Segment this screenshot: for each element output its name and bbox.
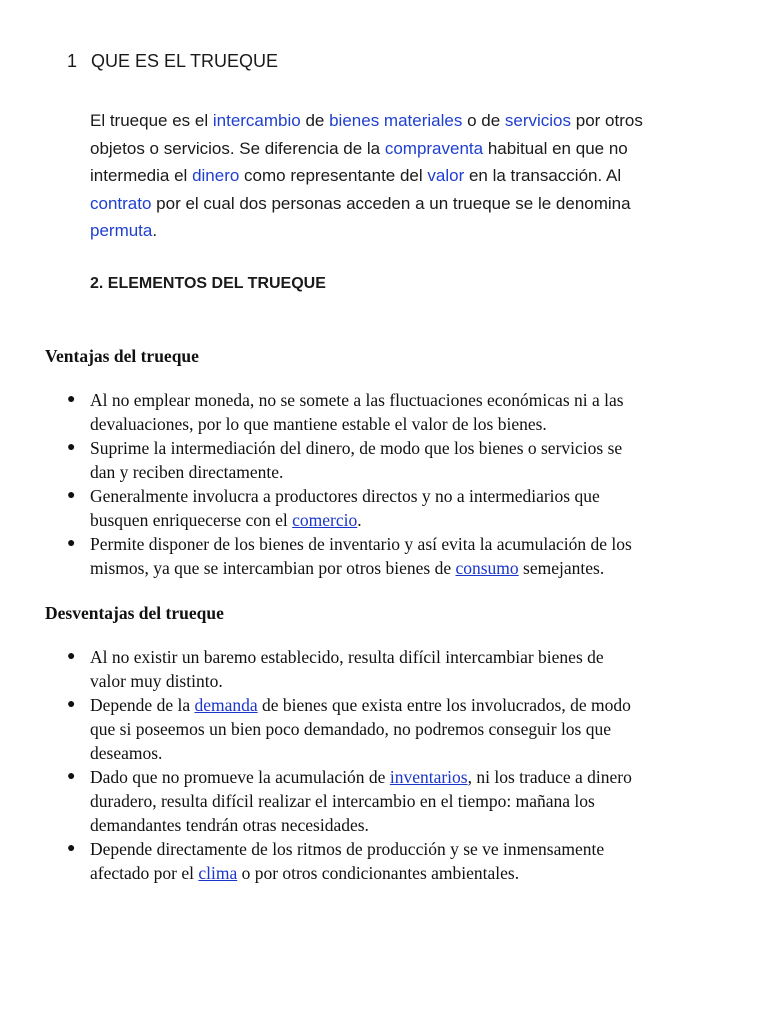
ventajas-heading: Ventajas del trueque [45, 346, 199, 366]
text: intermedia el [90, 166, 193, 185]
link-comercio[interactable]: comercio [292, 510, 358, 530]
desventajas-heading: Desventajas del trueque [45, 603, 224, 623]
list-item [45, 484, 735, 532]
item-text: que si poseemos un bien poco demandado, no podremos conseguir los que [90, 719, 612, 739]
section-number: 1 [67, 51, 78, 71]
text: de bienes que exista entre los involucrados, de modo [257, 695, 631, 715]
item-text: devaluaciones, por lo que mantiene estable el valor de los bienes. [90, 414, 547, 434]
intro-line [90, 135, 730, 163]
list-item [45, 532, 735, 580]
term-intercambio[interactable]: intercambio [212, 111, 301, 130]
text: en la transacción. Al [464, 166, 622, 185]
term-valor[interactable]: valor [427, 166, 465, 185]
text: objetos o servicios. Se diferencia de la [90, 138, 385, 158]
term-bienes-materiales[interactable]: bienes materiales [329, 111, 463, 130]
section-2-heading: 2. ELEMENTOS DEL TRUEQUE [90, 275, 326, 292]
text: afectado por el [90, 863, 199, 883]
item-line [90, 693, 735, 717]
bullet-icon: ● [67, 697, 76, 712]
item-text: deseamos. [90, 743, 163, 763]
item-line [90, 556, 735, 580]
item-text: valor muy distinto. [90, 671, 223, 691]
text: de [300, 111, 330, 130]
item-text: Suprime la intermediación del dinero, de modo que los bienes o servicios se [90, 438, 623, 458]
link-demanda[interactable]: demanda [194, 695, 258, 715]
text: o por otros condicionantes ambientales. [237, 863, 520, 883]
text: . [357, 510, 362, 530]
item-text: Permite disponer de los bienes de inventario y así evita la acumulación de los [90, 534, 632, 554]
link-consumo[interactable]: consumo [455, 558, 519, 578]
section-1-heading [67, 49, 278, 73]
term-compraventa[interactable]: compraventa [384, 138, 484, 158]
bullet-icon: ● [67, 649, 76, 664]
text: busquen enriquecerse con el [90, 510, 293, 530]
desventajas-list [45, 645, 735, 885]
bullet-icon: ● [67, 440, 76, 455]
link-clima[interactable]: clima [198, 863, 238, 883]
item-text: Depende directamente de los ritmos de producción y se ve inmensamente [90, 839, 605, 859]
section-title: QUE ES EL TRUEQUE [91, 51, 279, 71]
list-item [45, 388, 735, 436]
intro-line [90, 217, 730, 245]
text: Depende de la [90, 695, 195, 715]
list-item [45, 693, 735, 765]
term-servicios[interactable]: servicios [504, 111, 572, 130]
bullet-icon: ● [67, 488, 76, 503]
item-text: Al no emplear moneda, no se somete a las fluctuaciones económicas ni a las [90, 390, 624, 410]
list-item [45, 765, 735, 837]
ventajas-list [45, 388, 735, 580]
item-text: dan y reciben directamente. [90, 462, 284, 482]
item-text: Al no existir un baremo establecido, resulta difícil intercambiar bienes de [90, 647, 604, 667]
intro-line [90, 162, 730, 190]
text: por el cual dos personas acceden a un trueque se le denomina [151, 193, 631, 213]
text: o de [462, 111, 505, 130]
item-line [90, 508, 735, 532]
item-text: Generalmente involucra a productores directos y no a intermediarios que [90, 486, 600, 506]
item-line [90, 861, 735, 885]
term-permuta[interactable]: permuta [90, 221, 153, 240]
text: mismos, ya que se intercambian por otros bienes de [90, 558, 456, 578]
bullet-icon: ● [67, 841, 76, 856]
text: . [152, 221, 158, 240]
list-item [45, 837, 735, 885]
intro-line [90, 190, 730, 218]
intro-paragraph [90, 107, 730, 245]
text: por otros [571, 111, 643, 130]
text: semejantes. [518, 558, 605, 578]
term-dinero[interactable]: dinero [192, 166, 240, 185]
item-text: duradero, resulta difícil realizar el intercambio en el tiempo: mañana los [90, 791, 595, 811]
intro-line [90, 107, 730, 135]
item-line [90, 765, 735, 789]
text: habitual en que no [483, 138, 628, 158]
list-item [45, 645, 735, 693]
text: Dado que no promueve la acumulación de [90, 767, 390, 787]
link-inventarios[interactable]: inventarios [389, 767, 468, 787]
bullet-icon: ● [67, 536, 76, 551]
term-contrato[interactable]: contrato [90, 193, 152, 213]
text: , ni los traduce a dinero [467, 767, 632, 787]
text: como representante del [239, 166, 428, 185]
list-item [45, 436, 735, 484]
text: El trueque es el [90, 111, 213, 130]
item-text: demandantes tendrán otras necesidades. [90, 815, 369, 835]
bullet-icon: ● [67, 769, 76, 784]
bullet-icon: ● [67, 392, 76, 407]
